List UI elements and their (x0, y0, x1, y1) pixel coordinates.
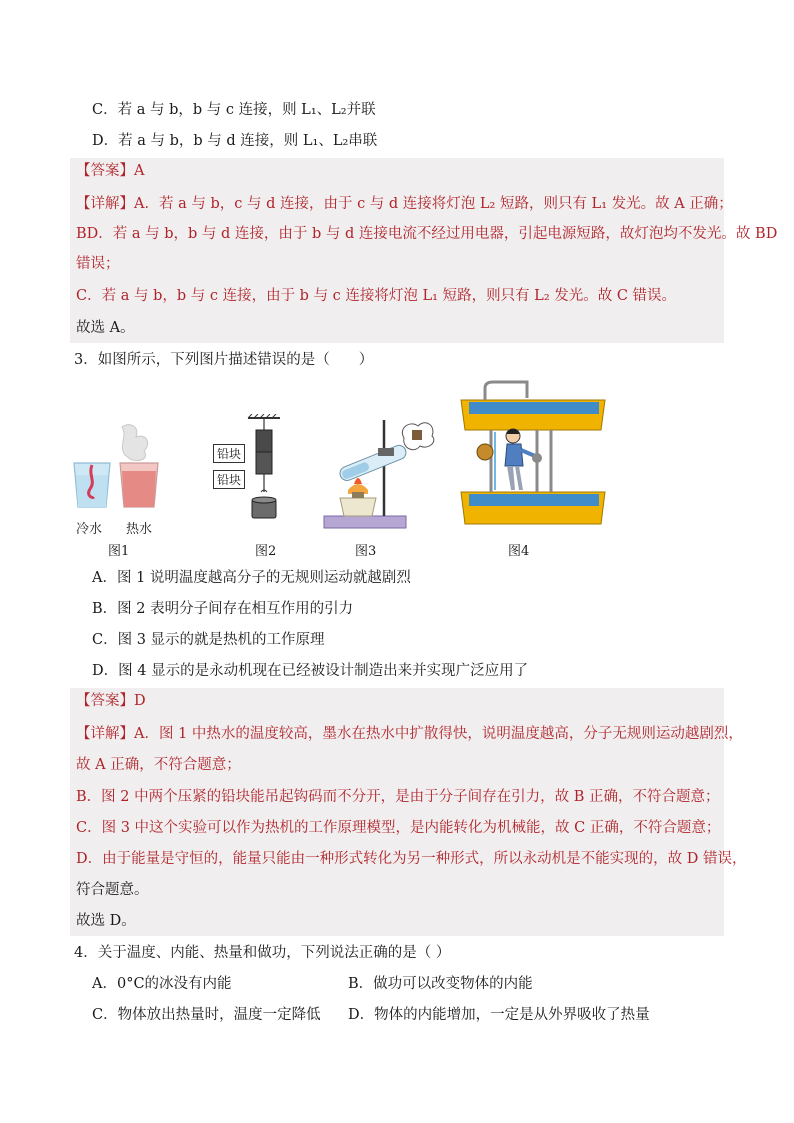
q3-answer-block (70, 688, 747, 936)
q2-detail-line-5: 故选 A。 (76, 320, 135, 336)
figure-3-steam-tube (318, 412, 438, 532)
figure-1-diffusion (70, 415, 170, 520)
q3-detail-line-4: C．图 3 中这个实验可以作为热机的工作原理模型，是内能转化为机械能，故 C 正确，不符合题意； (76, 820, 721, 836)
q4-option-a: A．0°C的冰没有内能 (92, 976, 232, 992)
q2-detail-line-3: 错误； (76, 256, 120, 272)
q2-detail-line-4: C．若 a 与 b，b 与 c 连接，由于 b 与 c 连接将灯泡 L₁ 短路，则只有 L₂ 发光。故 C 错误。 (76, 288, 677, 304)
q3-option-a: A．图 1 说明温度越高分子的无规则运动就越剧烈 (92, 570, 411, 586)
figure-3-caption: 图3 (355, 544, 377, 559)
figure-2-label-lead-b: 铅块 (213, 470, 245, 489)
q3-answer: 【答案】D (76, 693, 146, 709)
q3-detail-line-7: 故选 D。 (76, 913, 136, 929)
q3-detail-line-2: 故 A 正确，不符合题意； (76, 757, 241, 773)
q2-detail-line-2: BD．若 a 与 b，b 与 d 连接，由于 b 与 d 连接电流不经过用电器，引起电源短路，故灯泡均不发光。故 BD (76, 226, 778, 242)
q3-detail-line-6: 符合题意。 (76, 882, 149, 898)
q3-option-d: D．图 4 显示的是永动机现在已经被设计制造出来并实现广泛应用了 (92, 663, 529, 679)
q4-option-c: C．物体放出热量时，温度一定降低 (92, 1007, 321, 1023)
q4-option-b: B．做功可以改变物体的内能 (348, 976, 533, 992)
q3-detail-line-1: 【详解】A．图 1 中热水的温度较高，墨水在热水中扩散得快，说明温度越高，分子无规则运动越剧烈， (76, 726, 743, 742)
figure-1-caption: 图1 (108, 544, 130, 559)
q2-answer: 【答案】A (76, 163, 145, 179)
q3-option-b: B．图 2 表明分子间存在相互作用的引力 (92, 601, 354, 617)
figure-1-label-hot: 热水 (126, 522, 153, 537)
q3-detail-line-5: D．由于能量是守恒的，能量只能由一种形式转化为另一种形式，所以永动机是不能实现的，故 D 错误， (76, 851, 747, 867)
q3-stem: 3．如图所示，下列图片描述错误的是（ ） (74, 352, 374, 368)
figure-4-caption: 图4 (508, 544, 530, 559)
q2-detail-line-1: 【详解】A．若 a 与 b，c 与 d 连接，由于 c 与 d 连接将灯泡 L₂ 短路，则只有 L₁ 发光。故 A 正确； (76, 196, 733, 212)
q3-detail-line-3: B．图 2 中两个压紧的铅块能吊起钩码而不分开，是由于分子间存在引力，故 B 正确，不符合题意； (76, 789, 720, 805)
q2-option-d: D．若 a 与 b，b 与 d 连接，则 L₁、L₂串联 (92, 133, 378, 149)
q4-option-d: D．物体的内能增加，一定是从外界吸收了热量 (348, 1007, 650, 1023)
q2-option-c: C．若 a 与 b，b 与 c 连接，则 L₁、L₂并联 (92, 102, 376, 118)
figure-2-caption: 图2 (255, 544, 277, 559)
q3-option-c: C．图 3 显示的就是热机的工作原理 (92, 632, 325, 648)
figure-2-label-lead-a: 铅块 (213, 444, 245, 463)
figure-1-label-cold: 冷水 (76, 522, 103, 537)
q2-answer-block (70, 158, 778, 343)
figure-4-perpetual-machine (455, 380, 615, 530)
q4-stem: 4．关于温度、内能、热量和做功，下列说法正确的是（ ） (74, 945, 451, 961)
